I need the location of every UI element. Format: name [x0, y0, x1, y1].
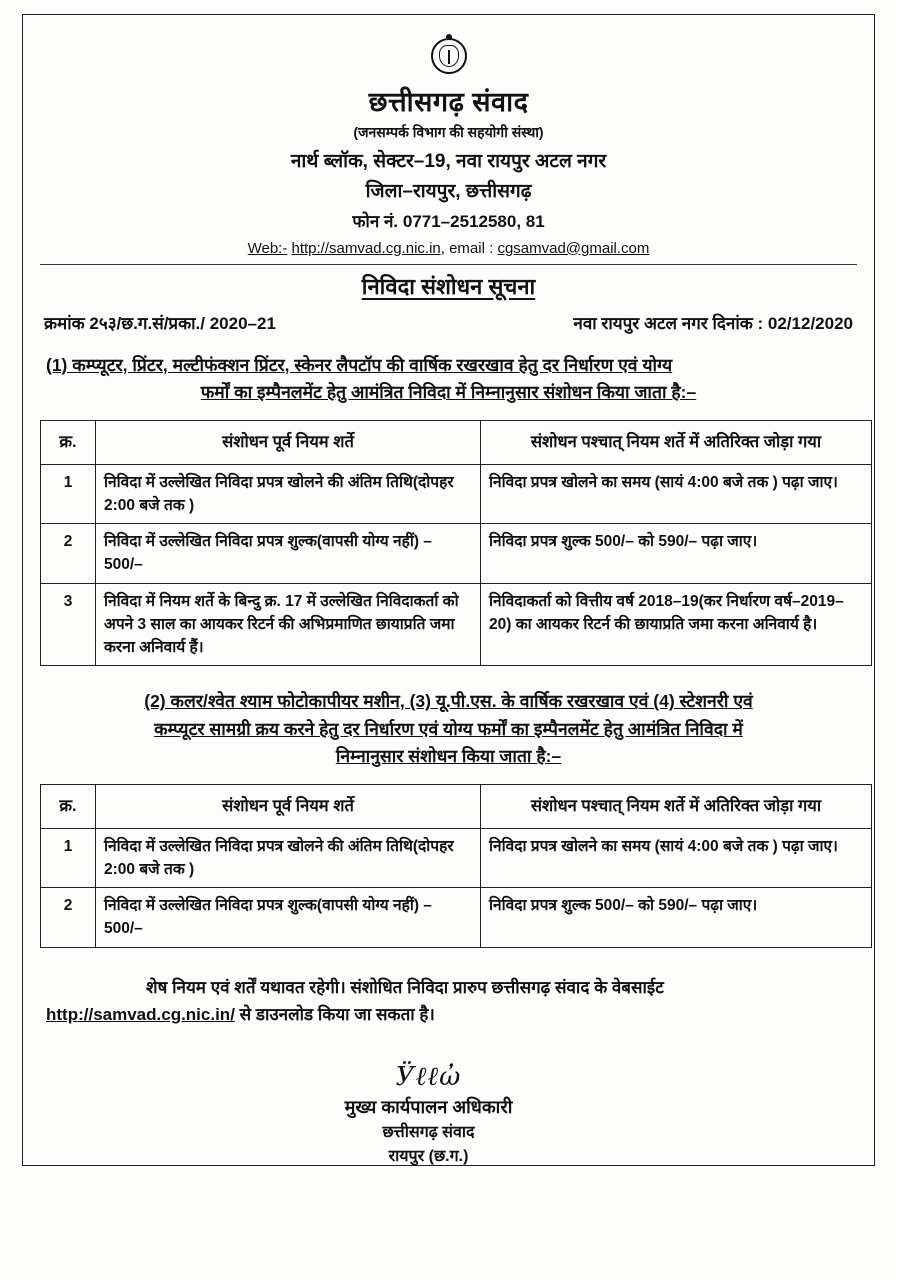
organization-subtitle: (जनसम्पर्क विभाग की सहयोगी संस्था)	[353, 124, 544, 141]
cell-before: निविदा में उल्लेखित निविदा प्रपत्र शुल्क(वापसी योग्य नहीं) – 500/–	[96, 888, 481, 948]
cell-after: निविदाकर्ता को वित्तीय वर्ष 2018–19(कर निर्धारण वर्ष–2019–20) का आयकर रिटर्न की छायाप्रति जमा करना अनिवार्य है।	[481, 583, 872, 666]
cell-sno: 1	[41, 464, 96, 524]
handwritten-signature: Ӱℓℓὠ	[390, 1061, 467, 1092]
cell-before: निविदा में उल्लेखित निविदा प्रपत्र खोलने की अंतिम तिथि(दोपहर 2:00 बजे तक )	[96, 828, 481, 888]
signatory-city: रायपुर (छ.ग.)	[388, 1147, 469, 1165]
signatory-org: छत्तीसगढ़ संवाद	[382, 1123, 475, 1141]
organization-address-line2: जिला–रायपुर, छत्तीसगढ़	[365, 180, 532, 202]
col-header-after: संशोधन पश्चात् नियम शर्ते में अतिरिक्त जोड़ा गया	[481, 784, 872, 828]
col-header-before: संशोधन पूर्व नियम शर्ते	[96, 784, 481, 828]
organization-web-email	[40, 240, 857, 257]
table-row	[41, 583, 872, 666]
cell-before: निविदा में नियम शर्ते के बिन्दु क्र. 17 में उल्लेखित निविदाकर्ता को अपने 3 साल का आयकर रिटर्न की अभिप्रमाणित छायाप्रति जमा करना अनिवार्य हैं।	[96, 583, 481, 666]
web-label: Web:-	[247, 239, 288, 257]
closing-text-after: से डाउनलोड किया जा सकता है।	[234, 1004, 435, 1024]
amendment-table-1	[40, 420, 872, 667]
cell-after: निविदा प्रपत्र खोलने का समय (सायं 4:00 बजे तक ) पढ़ा जाए।	[481, 464, 872, 524]
header-divider	[40, 264, 857, 265]
document-title: निविदा संशोधन सूचना	[361, 273, 536, 299]
cell-after: निविदा प्रपत्र शुल्क 500/– को 590/– पढ़ा जाए।	[481, 524, 872, 584]
section1-line2: फर्मों का इम्पैनलमेंट हेतु आमंत्रित निविदा में निम्नानुसार संशोधन किया जाता है:–	[200, 381, 697, 402]
table-row	[41, 828, 872, 888]
section2-line2: कम्प्यूटर सामग्री क्रय करने हेतु दर निर्धारण एवं योग्य फर्मों का इम्पैनलमेंट हेतु आमंत्रित निविदा में	[154, 718, 743, 739]
chhattisgarh-samvad-emblem-icon	[427, 32, 471, 80]
cell-sno: 3	[41, 583, 96, 666]
table-row	[41, 888, 872, 948]
website-link[interactable]: http://samvad.cg.nic.in	[291, 239, 441, 257]
signature-block	[40, 1062, 857, 1169]
col-header-sno: क्र.	[41, 784, 96, 828]
cell-before: निविदा में उल्लेखित निविदा प्रपत्र शुल्क(वापसी योग्य नहीं) – 500/–	[96, 524, 481, 584]
cell-sno: 2	[41, 524, 96, 584]
col-header-sno: क्र.	[41, 420, 96, 464]
table-row	[41, 464, 872, 524]
signatory-designation: मुख्य कार्यपालन अधिकारी	[344, 1096, 513, 1117]
reference-number: क्रमांक 2५३/छ.ग.सं/प्रका./ 2020–21	[44, 313, 276, 333]
section2-paragraph	[40, 688, 857, 769]
section2-line1: (2) कलर/श्वेत श्याम फोटोकापीयर मशीन, (3) यू.पी.एस. के वार्षिक रखरखाव एवं (4) स्टेशनरी एवं	[144, 691, 753, 712]
closing-text-before: शेष नियम एवं शर्तें यथावत रहेगी। संशोधित निविदा प्रारुप छत्तीसगढ़ संवाद के वेबसाईट	[146, 977, 664, 997]
table-header-row	[41, 784, 872, 828]
table-row	[41, 524, 872, 584]
cell-sno: 2	[41, 888, 96, 948]
cell-sno: 1	[41, 828, 96, 888]
section1-paragraph	[40, 352, 857, 406]
section1-line1: (1) कम्प्यूटर, प्रिंटर, मल्टीफंक्शन प्रिंटर, स्केनर लैपटॉप की वार्षिक रखरखाव हेतु दर निर्धारण एवं योग्य	[46, 354, 673, 375]
amendment-table-2	[40, 784, 872, 948]
organization-address-line1: नार्थ ब्लॉक, सेक्टर–19, नवा रायपुर अटल नगर	[290, 151, 607, 173]
table-header-row	[41, 420, 872, 464]
cell-after: निविदा प्रपत्र खोलने का समय (सायं 4:00 बजे तक ) पढ़ा जाए।	[481, 828, 872, 888]
cell-after: निविदा प्रपत्र शुल्क 500/– को 590/– पढ़ा जाए।	[481, 888, 872, 948]
email-label: , email :	[440, 239, 494, 257]
download-link[interactable]: http://samvad.cg.nic.in/	[46, 1004, 235, 1024]
closing-paragraph	[40, 974, 857, 1028]
email-link[interactable]: cgsamvad@gmail.com	[497, 239, 650, 257]
organization-title: छत्तीसगढ़ संवाद	[368, 87, 529, 117]
section2-line3: निम्नानुसार संशोधन किया जाता है:–	[335, 745, 562, 766]
col-header-after: संशोधन पश्चात् नियम शर्ते में अतिरिक्त जोड़ा गया	[481, 420, 872, 464]
organization-phone: फोन नं. 0771–2512580, 81	[352, 211, 545, 231]
document-meta	[40, 311, 857, 334]
col-header-before: संशोधन पूर्व नियम शर्ते	[96, 420, 481, 464]
place-and-date: नवा रायपुर अटल नगर दिनांक : 02/12/2020	[573, 313, 853, 333]
emblem-container	[40, 32, 857, 85]
document-content	[40, 26, 857, 1169]
cell-before: निविदा में उल्लेखित निविदा प्रपत्र खोलने की अंतिम तिथि(दोपहर 2:00 बजे तक )	[96, 464, 481, 524]
